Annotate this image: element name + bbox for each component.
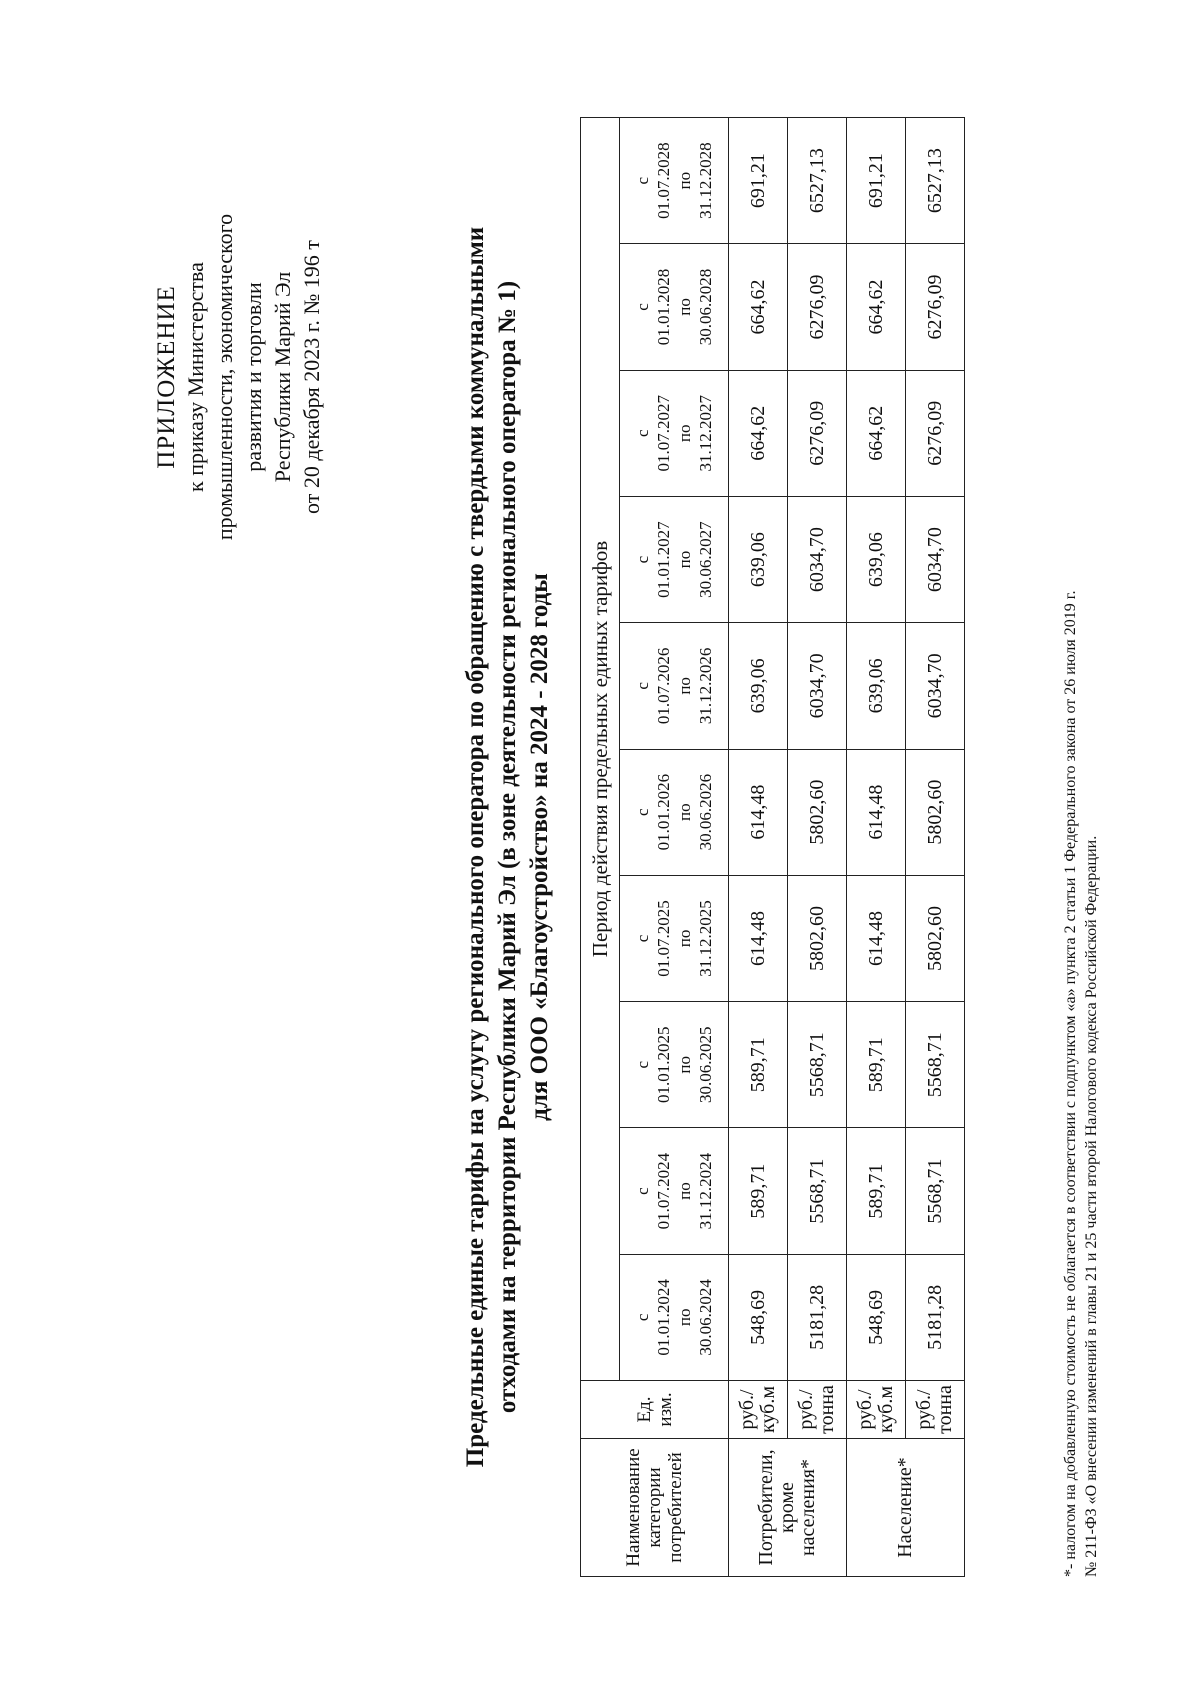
period-from-date: 01.01.2026 [654,773,673,851]
header-period-8 [620,370,729,496]
period-from-date: 01.07.2025 [654,900,673,977]
tariff-value: 548,69 [847,1254,906,1380]
tariff-value: 614,48 [729,749,788,875]
period-from-prefix: с [633,1187,652,1195]
appendix-line: Республики Марий Эл [270,271,295,483]
tariff-value: 614,48 [847,749,906,875]
period-to-prefix: по [675,424,694,443]
header-period-2 [620,1128,729,1254]
table-row [847,118,906,1577]
tariff-value: 6034,70 [906,623,965,749]
header-category: Наименование категории потребителей [581,1439,729,1577]
period-from-date: 01.07.2026 [654,647,673,725]
tariff-value: 6034,70 [788,496,847,622]
tariff-value: 589,71 [847,1128,906,1254]
unit-cell: руб./ куб.м [729,1381,788,1439]
document-page [60,47,1140,1647]
tariff-value: 589,71 [847,1002,906,1128]
period-to-prefix: по [675,803,694,821]
period-from-date: 01.01.2025 [654,1026,673,1104]
period-to-prefix: по [675,550,694,569]
tariff-value: 5802,60 [906,875,965,1001]
appendix-line: развития и торговли [241,282,266,472]
tariff-value: 5568,71 [788,1002,847,1128]
period-to-date: 31.12.2026 [696,647,715,725]
tariff-value: 5568,71 [906,1128,965,1254]
period-from-prefix: с [633,808,652,816]
tariff-value: 6034,70 [788,623,847,749]
tariff-value: 548,69 [729,1254,788,1380]
tariff-value: 691,21 [729,118,788,244]
tariff-value: 6276,09 [906,370,965,496]
period-to-prefix: по [675,1055,694,1074]
footnote-line: *- налогом на добавленную стоимость не облагается в соответствии с подпунктом «а» пункта 2 статьи 1 Федерального закона от 26 июля 2019 г. [1062,590,1079,1577]
period-from-prefix: с [633,1313,652,1322]
tariff-value: 614,48 [729,875,788,1001]
tariff-value: 5802,60 [906,749,965,875]
header-period-3 [620,1002,729,1128]
appendix-order-date: от 20 декабря 2023 г. № 196 т [299,240,324,514]
header-period-6 [620,623,729,749]
tariff-value: 664,62 [729,370,788,496]
title-line: Предельные единые тарифы на услугу регионального оператора по обращению с твердыми коммунальными [462,226,489,1468]
tariff-value: 664,62 [847,244,906,370]
period-to-prefix: по [675,1182,694,1200]
table-row [729,118,788,1577]
period-from-date: 01.07.2027 [654,395,673,472]
period-to-prefix: по [675,929,694,948]
footnote-line: № 211-ФЗ «О внесении изменений в главы 21 и 25 части второй Налогового кодекса Российской Федерации. [1083,835,1100,1577]
period-to-date: 31.12.2028 [696,142,715,219]
tariff-value: 5181,28 [788,1254,847,1380]
period-from-date: 01.01.2028 [654,268,673,346]
period-to-prefix: по [675,298,694,316]
period-from-prefix: с [633,934,652,943]
header-period-10 [620,118,729,244]
period-from-prefix: с [633,1060,652,1069]
period-to-date: 31.12.2027 [696,395,715,472]
category-name: Население* [847,1439,965,1577]
period-from-date: 01.07.2028 [654,142,673,219]
period-to-prefix: по [675,677,694,695]
tariff-value: 691,21 [847,118,906,244]
unit-cell: руб./ куб.м [847,1381,906,1439]
tariff-value: 5802,60 [788,875,847,1001]
appendix-heading: ПРИЛОЖЕНИЕ [153,285,180,469]
period-to-date: 30.06.2027 [696,521,715,598]
appendix-line: промышленности, экономического [212,213,237,541]
period-from-prefix: с [633,682,652,690]
tariff-value: 639,06 [729,623,788,749]
period-to-date: 30.06.2025 [696,1026,715,1104]
tariff-value: 589,71 [729,1128,788,1254]
tariff-value: 639,06 [847,623,906,749]
category-name: Потребители, кроме населения* [729,1439,847,1577]
table-row [906,118,965,1577]
period-from-date: 01.07.2024 [654,1152,673,1230]
period-from-date: 01.01.2024 [654,1279,673,1356]
header-period-9 [620,244,729,370]
period-from-date: 01.01.2027 [654,521,673,598]
header-period-1 [620,1254,729,1380]
tariff-value: 639,06 [729,496,788,622]
tariffs-table [580,117,965,1577]
tariff-value: 639,06 [847,496,906,622]
period-from-prefix: с [633,555,652,564]
period-to-date: 31.12.2025 [696,900,715,977]
table-row [788,118,847,1577]
tariff-value: 6276,09 [788,370,847,496]
period-to-date: 30.06.2028 [696,268,715,346]
header-period: Период действия предельных единых тарифов [581,118,620,1381]
header-period-5 [620,749,729,875]
tariff-value: 5181,28 [906,1254,965,1380]
tariff-value: 6276,09 [788,244,847,370]
tariff-value: 614,48 [847,875,906,1001]
unit-cell: руб./ тонна [788,1381,847,1439]
tariff-value: 589,71 [729,1002,788,1128]
title-line: отходами на территории Республики Марий Эл (в зоне деятельности регионального оператора № 1) [494,280,521,1414]
document-title [460,137,556,1557]
header-unit: Ед. изм. [581,1381,729,1439]
tariff-value: 6527,13 [906,118,965,244]
title-line: для ООО «Благоустройство» на 2024 - 2028 годы [526,573,553,1121]
period-from-prefix: с [633,176,652,185]
appendix-block [152,197,326,557]
period-to-prefix: по [675,171,694,190]
appendix-line: к приказу Министерства [183,262,208,492]
tariff-value: 5568,71 [788,1128,847,1254]
period-to-prefix: по [675,1308,694,1327]
tariff-value: 664,62 [729,244,788,370]
tariff-value: 5802,60 [788,749,847,875]
period-to-date: 30.06.2026 [696,773,715,851]
tariff-value: 664,62 [847,370,906,496]
tariff-value: 5568,71 [906,1002,965,1128]
period-from-prefix: с [633,429,652,438]
period-from-prefix: с [633,303,652,311]
footnote [1060,117,1102,1577]
unit-cell: руб./ тонна [906,1381,965,1439]
header-period-4 [620,875,729,1001]
header-period-7 [620,496,729,622]
tariff-value: 6527,13 [788,118,847,244]
period-to-date: 31.12.2024 [696,1152,715,1230]
tariff-value: 6034,70 [906,496,965,622]
tariff-value: 6276,09 [906,244,965,370]
period-to-date: 30.06.2024 [696,1279,715,1356]
